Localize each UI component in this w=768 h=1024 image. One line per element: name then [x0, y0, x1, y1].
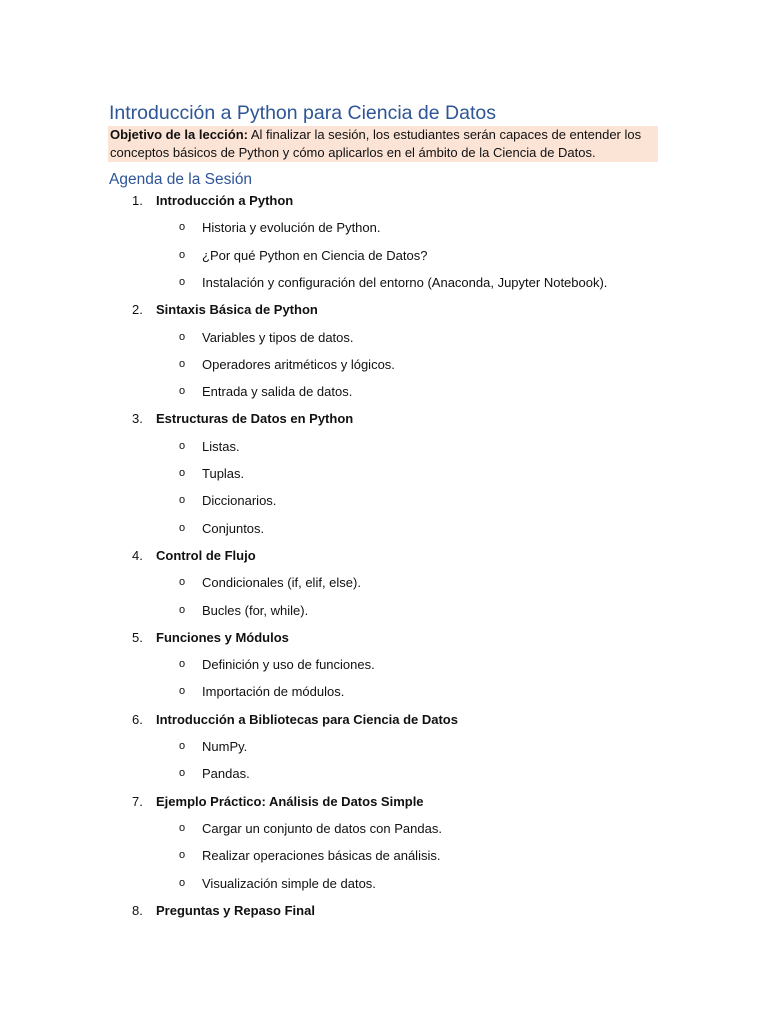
list-item-text: Tuplas. — [202, 466, 245, 481]
list-item-text: Listas. — [202, 438, 240, 454]
bullet-icon: o — [179, 767, 186, 780]
bullet-icon: o — [179, 576, 186, 589]
bullet-icon: o — [179, 876, 186, 889]
section-number: 2. — [132, 302, 143, 318]
section-number: 5. — [132, 629, 143, 645]
list-item-text: Variables y tipos de datos. — [202, 329, 354, 345]
bullet-icon: o — [179, 439, 186, 452]
list-item-text: Entrada y salida de datos. — [202, 384, 353, 400]
objective-label: Objetivo de la lección: — [110, 127, 248, 142]
objective-box — [108, 126, 658, 162]
section-number: 6. — [132, 711, 143, 727]
section-number: 4. — [132, 547, 143, 563]
agenda-title: Agenda de la Sesión — [109, 171, 253, 188]
list-item-text: Instalación y configuración del entorno (Anaconda, Jupyter Notebook). — [202, 274, 608, 290]
section-number: 8. — [132, 902, 143, 918]
bullet-icon: o — [179, 849, 186, 862]
bullet-icon: o — [179, 221, 186, 234]
bullet-icon: o — [179, 357, 186, 370]
bullet-icon: o — [179, 248, 186, 261]
section-number: 7. — [132, 793, 143, 809]
list-item-text: Pandas. — [202, 766, 250, 782]
section-title: Estructuras de Datos en Python — [156, 411, 354, 427]
bullet-icon: o — [179, 740, 186, 752]
section-number: 1. — [132, 193, 143, 208]
section-title: Ejemplo Práctico: Análisis de Datos Simple — [156, 793, 424, 809]
section-title: Introducción a Python — [156, 193, 294, 208]
bullet-icon: o — [179, 467, 186, 479]
bullet-icon: o — [179, 521, 186, 534]
bullet-icon: o — [179, 685, 186, 698]
list-item-text: Bucles (for, while). — [202, 602, 309, 618]
list-item-text: Cargar un conjunto de datos con Pandas. — [202, 820, 442, 836]
list-item-text: Conjuntos. — [202, 520, 265, 536]
list-item-text: Operadores aritméticos y lógicos. — [202, 356, 395, 372]
bullet-icon: o — [179, 603, 186, 616]
list-item-text: Diccionarios. — [202, 493, 277, 509]
list-item-text: NumPy. — [202, 739, 248, 754]
objective-text: Al finalizar la sesión, los estudiantes serán capaces de entender los conceptos básicos de Python y cómo aplicarlos en el ámbito de la Ciencia de Datos. — [110, 127, 642, 160]
list-item-text: ¿Por qué Python en Ciencia de Datos? — [202, 247, 428, 263]
list-item-text: Visualización simple de datos. — [202, 875, 376, 891]
list-item-text: Condicionales (if, elif, else). — [202, 575, 361, 591]
section-title: Sintaxis Básica de Python — [156, 302, 318, 318]
list-item-text: Realizar operaciones básicas de análisis. — [202, 848, 441, 864]
bullet-icon: o — [179, 658, 186, 671]
section-title: Preguntas y Repaso Final — [156, 902, 315, 918]
section-title: Introducción a Bibliotecas para Ciencia de Datos — [156, 711, 458, 727]
bullet-icon: o — [179, 275, 186, 288]
document-title: Introducción a Python para Ciencia de Datos — [109, 102, 496, 124]
section-title: Control de Flujo — [156, 547, 256, 563]
bullet-icon: o — [179, 330, 186, 343]
bullet-icon: o — [179, 385, 186, 398]
list-item-text: Historia y evolución de Python. — [202, 220, 381, 236]
section-number: 3. — [132, 411, 143, 427]
bullet-icon: o — [179, 494, 186, 507]
list-item-text: Importación de módulos. — [202, 684, 345, 700]
section-title: Funciones y Módulos — [156, 629, 289, 645]
list-item-text: Definición y uso de funciones. — [202, 657, 375, 673]
bullet-icon: o — [179, 821, 186, 834]
